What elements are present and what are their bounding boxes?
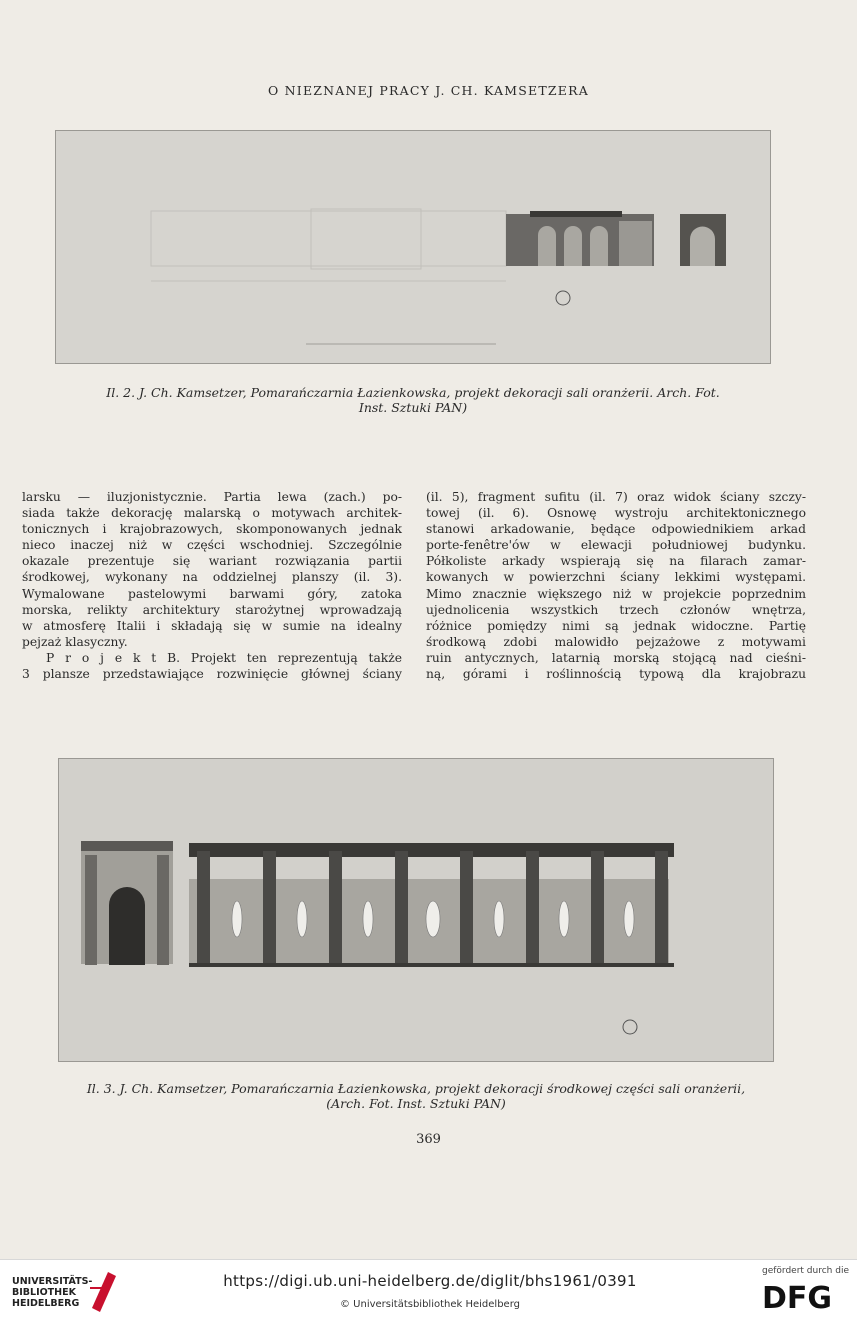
text-line: okazale prezentuje się wariant rozwiązania partii xyxy=(22,554,402,569)
funding-label: gefördert durch die xyxy=(762,1266,849,1276)
text-line: środkowej, wykonany na oddzielnej planszy (il. 3). xyxy=(22,570,402,585)
figure-3-plate xyxy=(58,758,774,1062)
right-portal-sketch xyxy=(680,214,726,266)
permalink-link[interactable]: https://digi.ub.uni-heidelberg.de/diglit/bhs1961/0391 xyxy=(223,1272,637,1290)
left-portal xyxy=(81,841,173,965)
text-line: Wymalowane pastelowymi barwami góry, zatoka xyxy=(22,586,402,601)
text-line: towej (il. 6). Osnowę wystroju architektonicznego xyxy=(426,506,806,521)
text-line: stanowi arkadowanie, będące odpowiednikiem arkad xyxy=(426,522,806,537)
text-line: ruin antycznych, latarnią morską stojącą nad cieśni- xyxy=(426,650,806,665)
caption-line: Il. 3. J. Ch. Kamsetzer, Pomarańczarnia Łazienkowska, projekt dekoracji środkowej części sali oranżerii, xyxy=(86,1081,746,1096)
library-name xyxy=(12,1276,92,1309)
text-line: ujednolicenia wszystkich trzech członów wnętrza, xyxy=(426,602,806,617)
text-line: różnice pomiędzy nimi są jednak widoczne. Partię xyxy=(426,618,806,633)
library-name-line: HEIDELBERG xyxy=(12,1298,80,1309)
figure-2-drawing xyxy=(56,131,771,364)
library-logo-icon xyxy=(88,1268,120,1312)
text-line: Mimo znacznie większego niż w projekcie poprzednim xyxy=(426,586,806,601)
footer-bar xyxy=(0,1259,857,1321)
text-line: siada także dekorację malarską o motywach architek- xyxy=(22,506,402,521)
caption-line: Inst. Sztuki PAN) xyxy=(358,400,468,415)
text-line: tonicznych i krajobrazowych, skomponowanych jednak xyxy=(22,522,402,537)
text-line: Półkoliste arkady wspierają się na filarach zamar- xyxy=(426,554,806,569)
text-line: P r o j e k t B. Projekt ten reprezentują także xyxy=(46,650,402,665)
text-line: pejzaż klasyczny. xyxy=(22,634,128,649)
figure-2-caption xyxy=(55,385,771,415)
left-column xyxy=(22,489,402,682)
library-name-line: BIBLIOTHEK xyxy=(12,1287,76,1298)
text-line: (il. 5), fragment sufitu (il. 7) oraz widok ściany szczy- xyxy=(426,490,806,504)
text-line: porte-fenêtre'ów w elewacji południowej budynku. xyxy=(426,538,806,553)
copyright-notice: © Universitätsbibliothek Heidelberg xyxy=(339,1299,520,1310)
caption-line: (Arch. Fot. Inst. Sztuki PAN) xyxy=(326,1096,506,1111)
running-head: O NIEZNANEJ PRACY J. CH. KAMSETZERA xyxy=(268,83,589,98)
text-line: morska, relikty architektury starożytnej wprowadzają xyxy=(22,602,402,617)
page-number: 369 xyxy=(416,1132,441,1147)
text-line: larsku — iluzjonistycznie. Partia lewa (zach.) po- xyxy=(22,490,402,504)
text-line: kowanych w powierzchni ściany lekkimi występami. xyxy=(426,570,806,585)
text-line: ną, górami i roślinnością typową dla krajobrazu xyxy=(426,667,806,682)
central-arcade-sketch xyxy=(506,211,654,266)
dfg-logo-icon xyxy=(762,1280,844,1312)
library-name-line: UNIVERSITÄTS- xyxy=(12,1276,93,1287)
text-line: w atmosferę Italii i składają się w sumie na idealny xyxy=(22,618,402,633)
figure-2-plate xyxy=(55,130,771,364)
text-line: 3 plansze przedstawiające rozwinięcie głównej ściany xyxy=(22,667,402,682)
caption-line: Il. 2. J. Ch. Kamsetzer, Pomarańczarnia Łazienkowska, projekt dekoracji sali oranżerii. Arch. Fot. xyxy=(106,385,720,400)
right-column xyxy=(426,489,806,682)
figure-3-caption xyxy=(58,1081,774,1111)
dfg-logo-text: DFG xyxy=(762,1281,833,1312)
text-line: środkową zdobi malowidło pejzażowe z motywami xyxy=(426,634,806,649)
text-line: nieco inaczej niż w części wschodniej. Szczególnie xyxy=(22,538,402,553)
figure-3-drawing xyxy=(59,759,774,1062)
